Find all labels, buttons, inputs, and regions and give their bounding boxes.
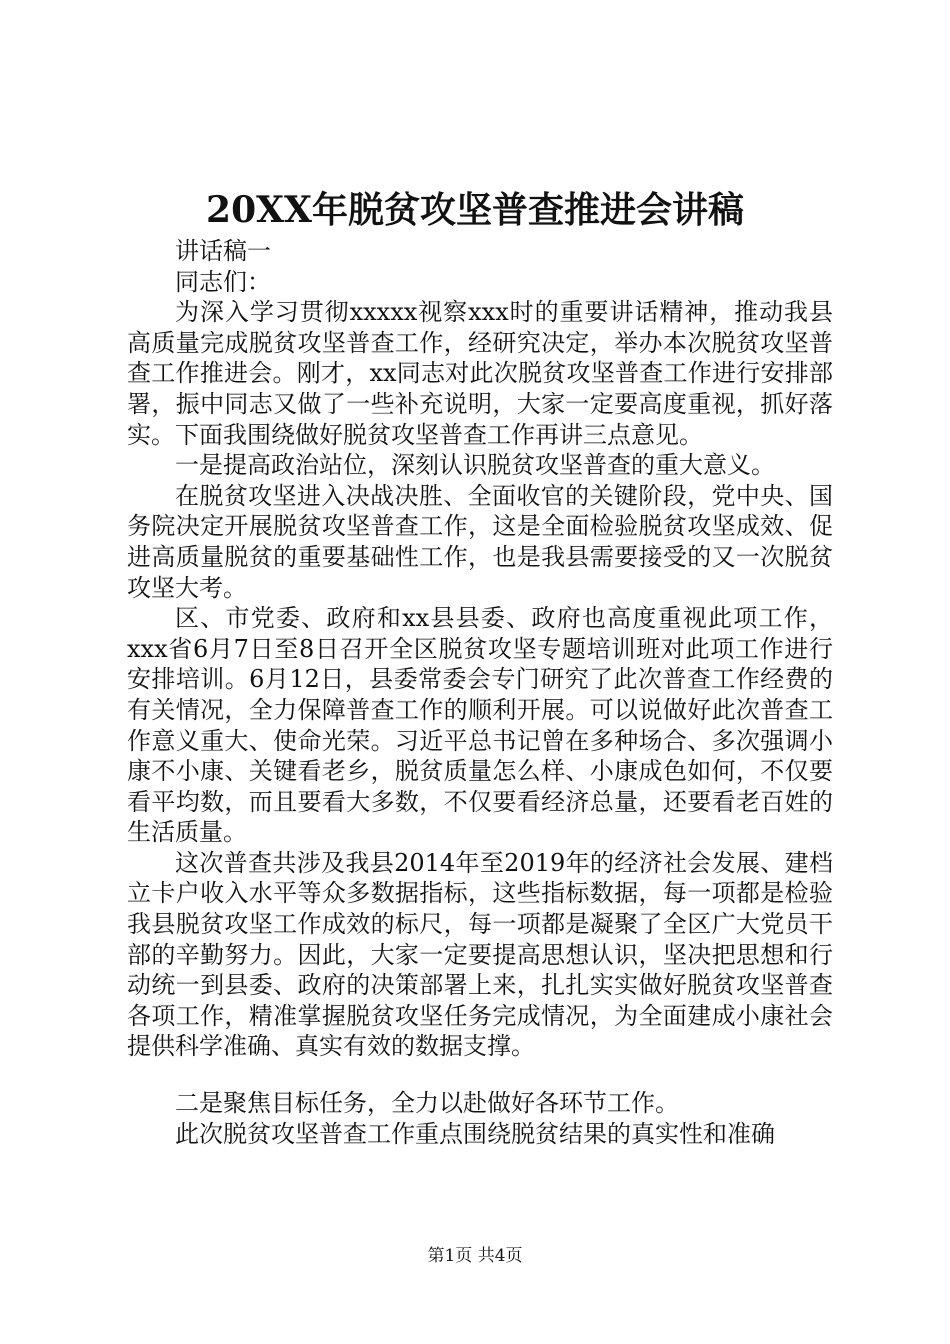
paragraph-body-1: 在脱贫攻坚进入决战决胜、全面收官的关键阶段，党中央、国务院决定开展脱贫攻坚普查工作，这是全面检验脱贫攻坚成效、促进高质量脱贫的重要基础性工作，也是我县需要接受的又一次脱贫攻坚大考。	[127, 481, 833, 602]
paragraph-heading-2: 二是聚焦目标任务，全力以赴做好各环节工作。	[175, 1089, 679, 1118]
paragraph-label: 讲话稿一	[175, 237, 271, 265]
paragraph-gap	[127, 1062, 833, 1088]
paragraph-body-2: 区、市党委、政府和xx县县委、政府也高度重视此项工作，xxx省6月7日至8日召开全区脱贫攻坚专题培训班对此项工作进行安排培训。6月12日，县委常委会专门研究了此次普查工作经费的有关情况，全力保障普查工作的顺利开展。可以说做好此次普查工作意义重大、使命光荣。习近平总书记曾在多种场合、多次强调小康不小康、关键看老乡，脱贫质量怎么样、小康成色如何，不仅要看平均数，而且要看大多数，不仅要看经济总量，还要看老百姓的生活质量。	[127, 604, 833, 847]
paragraph-intro: 为深入学习贯彻xxxxx视察xxx时的重要讲话精神，推动我县高质量完成脱贫攻坚普查工作，经研究决定，举办本次脱贫攻坚普查工作推进会。刚才，xx同志对此次脱贫攻坚普查工作进行安排部署，振中同志又做了一些补充说明，大家一定要高度重视，抓好落实。下面我围绕做好脱贫攻坚普查工作再讲三点意见。	[127, 298, 833, 449]
paragraph-heading-1: 一是提高政治站位，深刻认识脱贫攻坚普查的重大意义。	[175, 451, 775, 480]
paragraph-salutation: 同志们：	[175, 267, 271, 296]
page-footer: 第1页 共4页	[427, 1246, 523, 1266]
document-body	[127, 236, 833, 1149]
document-title: 20XX年脱贫攻坚普查推进会讲稿	[206, 189, 744, 231]
paragraph-body-4: 此次脱贫攻坚普查工作重点围绕脱贫结果的真实性和准确	[175, 1119, 775, 1148]
paragraph-body-3: 这次普查共涉及我县2014年至2019年的经济社会发展、建档立卡户收入水平等众多数据指标，这些指标数据，每一项都是检验我县脱贫攻坚工作成效的标尺，每一项都是凝聚了全区广大党员干部的辛勤努力。因此，大家一定要提高思想认识，坚决把思想和行动统一到县委、政府的决策部署上来，扎扎实实做好脱贫攻坚普查各项工作，精准掌握脱贫攻坚任务完成情况，为全面建成小康社会提供科学准确、真实有效的数据支撑。	[127, 848, 833, 1061]
